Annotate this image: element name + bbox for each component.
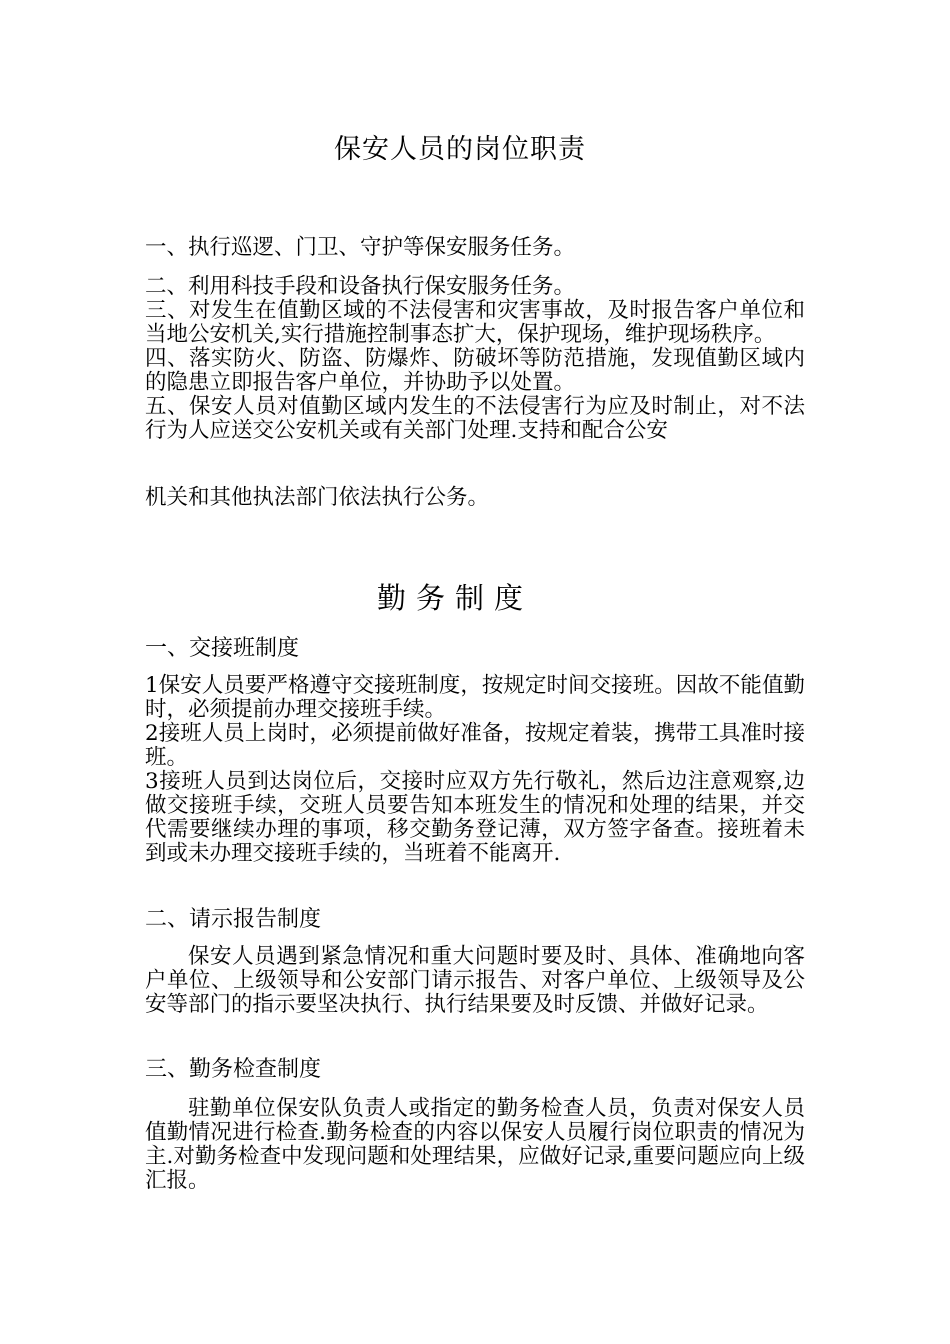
duty-item-5-continued bbox=[145, 486, 805, 510]
duty-item-2: 二、利用科技手段和设备执行保安服务任务。 bbox=[145, 274, 576, 299]
report-heading: 二、请示报告制度 bbox=[145, 907, 322, 932]
section-title: 勤务制度 bbox=[376, 581, 533, 615]
duty-text: 一、执行巡逻、门卫、守护等保安服务任务。 bbox=[145, 235, 576, 260]
duty-item-1 bbox=[145, 236, 805, 260]
duty-item-5: 五、保安人员对值勤区域内发生的不法侵害行为应及时制止，对不法行为人应送交公安机关或有关部门处理.支持和配合公安 bbox=[145, 394, 805, 443]
handover-item-3: 3接班人员到达岗位后，交接时应双方先行敬礼，然后边注意观察,边做交接班手续，交班人员要告知本班发生的情况和处理的结果，并交代需要继续办理的事项，移交勤务登记薄，双方签字备查。接班着未到或未办理交接班手续的，当班着不能离开. bbox=[145, 769, 805, 866]
inspection-heading: 三、勤务检查制度 bbox=[145, 1057, 322, 1082]
document-title: 保安人员的岗位职责 bbox=[334, 134, 586, 165]
handover-item-2: 2接班人员上岗时，必须提前做好准备，按规定着装，携带工具准时接班。 bbox=[145, 721, 805, 770]
duty-text-continued: 机关和其他执法部门依法执行公务。 bbox=[145, 485, 490, 510]
duties-list bbox=[145, 275, 805, 443]
inspection-section bbox=[145, 1097, 805, 1193]
report-section bbox=[145, 945, 805, 1017]
duty-item-4: 四、落实防火、防盗、防爆炸、防破坏等防范措施，发现值勤区域内的隐患立即报告客户单位，并协助予以处置。 bbox=[145, 346, 805, 395]
handover-item-1: 1保安人员要严格遵守交接班制度，按规定时间交接班。因故不能值勤时，必须提前办理交接班手续。 bbox=[145, 673, 805, 722]
inspection-body: 驻勤单位保安队负责人或指定的勤务检查人员，负责对保安人员值勤情况进行检查.勤务检查的内容以保安人员履行岗位职责的情况为主.对勤务检查中发现问题和处理结果，应做好记录,重要问题应向上级汇报。 bbox=[145, 1096, 805, 1193]
duty-item-3: 三、对发生在值勤区域的不法侵害和灾害事故，及时报告客户单位和当地公安机关,实行措施控制事态扩大，保护现场，维护现场秩序。 bbox=[145, 298, 805, 347]
handover-items bbox=[145, 674, 805, 866]
report-body: 保安人员遇到紧急情况和重大问题时要及时、具体、准确地向客户单位、上级领导和公安部门请示报告、对客户单位、上级领导及公安等部门的指示要坚决执行、执行结果要及时反馈、并做好记录。 bbox=[145, 944, 805, 1017]
handover-heading: 一、交接班制度 bbox=[145, 636, 300, 661]
